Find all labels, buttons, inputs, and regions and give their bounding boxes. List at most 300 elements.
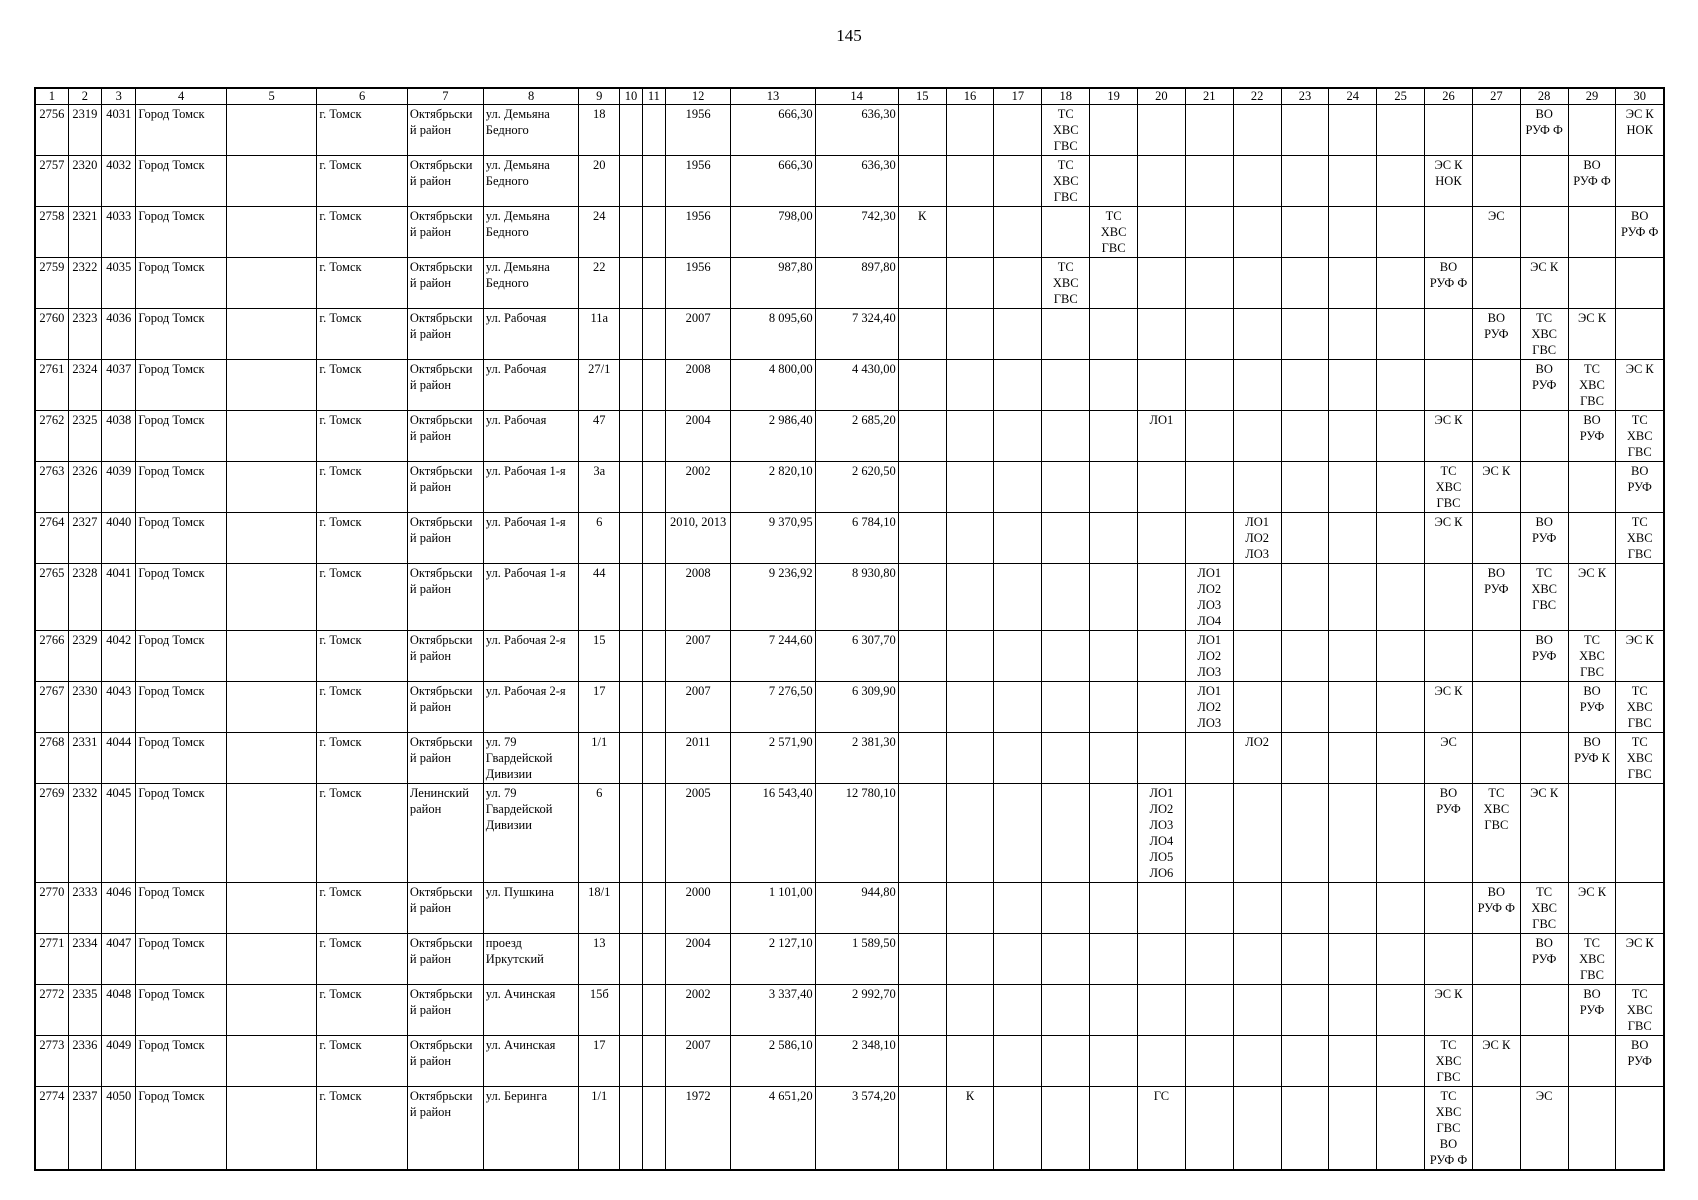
table-cell-col-29: ТС ХВС ГВС — [1568, 360, 1616, 411]
table-cell-col-5 — [226, 258, 317, 309]
table-cell-col-5 — [226, 411, 317, 462]
table-cell-col-27 — [1472, 985, 1520, 1036]
table-cell-col-25 — [1377, 309, 1425, 360]
table-cell-col-11 — [642, 156, 665, 207]
table-cell-col-2: 2330 — [68, 682, 101, 733]
table-cell-col-4: Город Томск — [136, 682, 227, 733]
table-cell-col-19 — [1090, 258, 1138, 309]
table-cell-col-13: 666,30 — [731, 105, 815, 156]
table-cell-col-3: 4041 — [102, 564, 136, 631]
table-cell-col-25 — [1377, 1036, 1425, 1087]
table-cell-col-20 — [1138, 156, 1186, 207]
table-cell-col-24 — [1329, 309, 1377, 360]
table-cell-col-23 — [1281, 309, 1329, 360]
table-cell-col-10 — [620, 411, 643, 462]
table-cell-col-25 — [1377, 564, 1425, 631]
table-cell-col-4: Город Томск — [136, 1036, 227, 1087]
table-cell-col-14: 897,80 — [815, 258, 898, 309]
table-cell-col-17 — [994, 883, 1042, 934]
table-cell-col-4: Город Томск — [136, 207, 227, 258]
table-cell-col-13: 2 571,90 — [731, 733, 815, 784]
table-cell-col-14: 8 930,80 — [815, 564, 898, 631]
table-cell-col-7: Октябрьски й район — [407, 462, 483, 513]
table-cell-col-20 — [1138, 207, 1186, 258]
table-cell-col-10 — [620, 207, 643, 258]
table-cell-col-2: 2322 — [68, 258, 101, 309]
table-cell-col-16 — [946, 784, 994, 883]
table-cell-col-25 — [1377, 883, 1425, 934]
table-cell-col-10 — [620, 309, 643, 360]
column-header-8: 8 — [483, 88, 579, 105]
table-cell-col-28: ВО РУФ Ф — [1520, 105, 1568, 156]
table-cell-col-28: ВО РУФ — [1520, 360, 1568, 411]
table-cell-col-20 — [1138, 360, 1186, 411]
table-cell-col-28: ЭС — [1520, 1087, 1568, 1171]
table-cell-col-22 — [1233, 883, 1281, 934]
table-cell-col-27: ВО РУФ — [1472, 309, 1520, 360]
table-cell-col-30: ВО РУФ Ф — [1616, 207, 1664, 258]
table-cell-col-26 — [1425, 309, 1473, 360]
table-cell-col-16: К — [946, 1087, 994, 1171]
table-cell-col-13: 16 543,40 — [731, 784, 815, 883]
table-cell-col-6: г. Томск — [317, 411, 408, 462]
table-cell-col-27: ВО РУФ Ф — [1472, 883, 1520, 934]
table-cell-col-4: Город Томск — [136, 309, 227, 360]
table-cell-col-1: 2769 — [35, 784, 68, 883]
table-cell-col-19 — [1090, 985, 1138, 1036]
table-cell-col-30: ВО РУФ — [1616, 1036, 1664, 1087]
table-cell-col-6: г. Томск — [317, 1087, 408, 1171]
table-cell-col-28: ВО РУФ — [1520, 934, 1568, 985]
table-cell-col-14: 1 589,50 — [815, 934, 898, 985]
table-cell-col-20 — [1138, 934, 1186, 985]
table-cell-col-19 — [1090, 934, 1138, 985]
table-cell-col-8: ул. Ачинская — [483, 1036, 579, 1087]
table-cell-col-13: 8 095,60 — [731, 309, 815, 360]
table-cell-col-28 — [1520, 156, 1568, 207]
table-cell-col-30: ТС ХВС ГВС — [1616, 513, 1664, 564]
table-cell-col-21 — [1185, 105, 1233, 156]
table-cell-col-27: ЭС — [1472, 207, 1520, 258]
column-header-15: 15 — [898, 88, 946, 105]
table-cell-col-18: ТС ХВС ГВС — [1042, 105, 1090, 156]
table-cell-col-6: г. Томск — [317, 1036, 408, 1087]
table-cell-col-19 — [1090, 105, 1138, 156]
table-cell-col-4: Город Томск — [136, 564, 227, 631]
table-cell-col-13: 2 586,10 — [731, 1036, 815, 1087]
table-cell-col-17 — [994, 1087, 1042, 1171]
table-cell-col-23 — [1281, 733, 1329, 784]
table-cell-col-20: ЛО1 — [1138, 411, 1186, 462]
table-cell-col-4: Город Томск — [136, 258, 227, 309]
table-cell-col-3: 4037 — [102, 360, 136, 411]
table-cell-col-16 — [946, 411, 994, 462]
table-cell-col-27: ВО РУФ — [1472, 564, 1520, 631]
table-cell-col-25 — [1377, 513, 1425, 564]
table-cell-col-14: 2 381,30 — [815, 733, 898, 784]
table-cell-col-6: г. Томск — [317, 309, 408, 360]
table-cell-col-9: 18/1 — [579, 883, 620, 934]
table-cell-col-25 — [1377, 411, 1425, 462]
table-cell-col-11 — [642, 564, 665, 631]
table-cell-col-24 — [1329, 564, 1377, 631]
table-cell-col-8: ул. Демьяна Бедного — [483, 105, 579, 156]
table-cell-col-21 — [1185, 784, 1233, 883]
table-cell-col-17 — [994, 156, 1042, 207]
table-cell-col-11 — [642, 513, 665, 564]
table-cell-col-29: ВО РУФ — [1568, 682, 1616, 733]
table-cell-col-24 — [1329, 934, 1377, 985]
table-cell-col-20 — [1138, 462, 1186, 513]
table-cell-col-25 — [1377, 934, 1425, 985]
table-cell-col-16 — [946, 309, 994, 360]
table-cell-col-20 — [1138, 513, 1186, 564]
table-cell-col-6: г. Томск — [317, 105, 408, 156]
table-cell-col-12: 2002 — [665, 462, 731, 513]
table-cell-col-26: ТС ХВС ГВС — [1425, 1036, 1473, 1087]
table-cell-col-1: 2774 — [35, 1087, 68, 1171]
table-cell-col-3: 4038 — [102, 411, 136, 462]
table-cell-col-5 — [226, 631, 317, 682]
table-cell-col-13: 2 820,10 — [731, 462, 815, 513]
table-cell-col-30: ТС ХВС ГВС — [1616, 985, 1664, 1036]
table-cell-col-27 — [1472, 513, 1520, 564]
column-header-30: 30 — [1616, 88, 1664, 105]
table-cell-col-20: ЛО1 ЛО2 ЛО3 ЛО4 ЛО5 ЛО6 — [1138, 784, 1186, 883]
table-cell-col-8: ул. Беринга — [483, 1087, 579, 1171]
table-cell-col-26: ЭС — [1425, 733, 1473, 784]
table-cell-col-29 — [1568, 513, 1616, 564]
table-cell-col-16 — [946, 258, 994, 309]
table-cell-col-19 — [1090, 784, 1138, 883]
table-cell-col-18 — [1042, 360, 1090, 411]
table-cell-col-2: 2336 — [68, 1036, 101, 1087]
table-cell-col-3: 4047 — [102, 934, 136, 985]
table-cell-col-17 — [994, 411, 1042, 462]
column-header-7: 7 — [407, 88, 483, 105]
table-cell-col-21: ЛО1 ЛО2 ЛО3 — [1185, 682, 1233, 733]
table-cell-col-12: 1956 — [665, 105, 731, 156]
table-cell-col-11 — [642, 1087, 665, 1171]
table-cell-col-20 — [1138, 733, 1186, 784]
table-cell-col-11 — [642, 207, 665, 258]
table-row — [35, 1087, 1664, 1171]
table-row — [35, 258, 1664, 309]
table-cell-col-10 — [620, 513, 643, 564]
table-cell-col-6: г. Томск — [317, 883, 408, 934]
table-cell-col-17 — [994, 360, 1042, 411]
table-cell-col-10 — [620, 105, 643, 156]
table-cell-col-1: 2767 — [35, 682, 68, 733]
table-cell-col-30: ЭС К — [1616, 934, 1664, 985]
column-header-12: 12 — [665, 88, 731, 105]
table-cell-col-10 — [620, 934, 643, 985]
table-cell-col-17 — [994, 207, 1042, 258]
table-cell-col-1: 2765 — [35, 564, 68, 631]
table-cell-col-4: Город Томск — [136, 105, 227, 156]
table-cell-col-11 — [642, 784, 665, 883]
table-cell-col-15 — [898, 411, 946, 462]
table-cell-col-14: 944,80 — [815, 883, 898, 934]
table-cell-col-8: ул. Демьяна Бедного — [483, 156, 579, 207]
table-cell-col-18 — [1042, 784, 1090, 883]
table-cell-col-14: 742,30 — [815, 207, 898, 258]
table-row — [35, 462, 1664, 513]
table-cell-col-16 — [946, 934, 994, 985]
table-cell-col-7: Октябрьски й район — [407, 207, 483, 258]
table-cell-col-3: 4031 — [102, 105, 136, 156]
table-cell-col-12: 2000 — [665, 883, 731, 934]
table-cell-col-9: 18 — [579, 105, 620, 156]
table-cell-col-21 — [1185, 1036, 1233, 1087]
table-cell-col-17 — [994, 985, 1042, 1036]
table-cell-col-26: ВО РУФ Ф — [1425, 258, 1473, 309]
table-cell-col-28: ЭС К — [1520, 784, 1568, 883]
table-cell-col-4: Город Томск — [136, 784, 227, 883]
table-cell-col-18 — [1042, 682, 1090, 733]
table-cell-col-25 — [1377, 631, 1425, 682]
table-cell-col-7: Октябрьски й район — [407, 733, 483, 784]
table-cell-col-7: Октябрьски й район — [407, 682, 483, 733]
table-cell-col-24 — [1329, 883, 1377, 934]
table-cell-col-1: 2766 — [35, 631, 68, 682]
table-cell-col-21 — [1185, 1087, 1233, 1171]
table-cell-col-11 — [642, 411, 665, 462]
table-cell-col-22 — [1233, 309, 1281, 360]
table-row — [35, 207, 1664, 258]
table-cell-col-18 — [1042, 1036, 1090, 1087]
table-cell-col-21 — [1185, 156, 1233, 207]
table-cell-col-6: г. Томск — [317, 156, 408, 207]
table-row — [35, 733, 1664, 784]
table-cell-col-19 — [1090, 309, 1138, 360]
table-cell-col-4: Город Томск — [136, 985, 227, 1036]
column-header-26: 26 — [1425, 88, 1473, 105]
table-cell-col-14: 4 430,00 — [815, 360, 898, 411]
table-cell-col-14: 6 784,10 — [815, 513, 898, 564]
table-cell-col-11 — [642, 682, 665, 733]
table-cell-col-13: 9 370,95 — [731, 513, 815, 564]
table-cell-col-18 — [1042, 631, 1090, 682]
table-cell-col-25 — [1377, 207, 1425, 258]
column-header-9: 9 — [579, 88, 620, 105]
table-cell-col-6: г. Томск — [317, 564, 408, 631]
table-cell-col-18 — [1042, 411, 1090, 462]
table-cell-col-5 — [226, 883, 317, 934]
table-cell-col-27 — [1472, 934, 1520, 985]
table-cell-col-2: 2328 — [68, 564, 101, 631]
table-cell-col-18 — [1042, 309, 1090, 360]
table-cell-col-9: 1/1 — [579, 1087, 620, 1171]
table-cell-col-12: 1956 — [665, 156, 731, 207]
table-cell-col-19 — [1090, 631, 1138, 682]
table-cell-col-29: ВО РУФ Ф — [1568, 156, 1616, 207]
table-cell-col-16 — [946, 564, 994, 631]
table-row — [35, 631, 1664, 682]
table-cell-col-11 — [642, 105, 665, 156]
table-cell-col-23 — [1281, 564, 1329, 631]
table-cell-col-21 — [1185, 883, 1233, 934]
table-cell-col-13: 1 101,00 — [731, 883, 815, 934]
table-cell-col-14: 7 324,40 — [815, 309, 898, 360]
table-cell-col-12: 2005 — [665, 784, 731, 883]
table-cell-col-6: г. Томск — [317, 462, 408, 513]
table-cell-col-28: ЭС К — [1520, 258, 1568, 309]
table-cell-col-12: 1956 — [665, 258, 731, 309]
table-cell-col-30: ТС ХВС ГВС — [1616, 733, 1664, 784]
table-cell-col-13: 987,80 — [731, 258, 815, 309]
table-cell-col-8: ул. 79 Гвардейской Дивизии — [483, 784, 579, 883]
table-cell-col-18: ТС ХВС ГВС — [1042, 156, 1090, 207]
table-cell-col-24 — [1329, 1036, 1377, 1087]
table-cell-col-22 — [1233, 564, 1281, 631]
table-cell-col-17 — [994, 309, 1042, 360]
table-cell-col-18 — [1042, 207, 1090, 258]
table-cell-col-9: 17 — [579, 682, 620, 733]
table-cell-col-15 — [898, 1087, 946, 1171]
table-cell-col-28: ВО РУФ — [1520, 513, 1568, 564]
column-header-20: 20 — [1138, 88, 1186, 105]
table-cell-col-8: ул. Рабочая 2-я — [483, 682, 579, 733]
table-cell-col-30: ТС ХВС ГВС — [1616, 411, 1664, 462]
table-cell-col-21 — [1185, 360, 1233, 411]
table-cell-col-27 — [1472, 1087, 1520, 1171]
table-cell-col-20 — [1138, 258, 1186, 309]
table-cell-col-29 — [1568, 1087, 1616, 1171]
column-number-header-row — [35, 88, 1664, 105]
table-cell-col-29: ЭС К — [1568, 309, 1616, 360]
table-cell-col-20 — [1138, 985, 1186, 1036]
column-header-24: 24 — [1329, 88, 1377, 105]
table-cell-col-8: ул. Демьяна Бедного — [483, 258, 579, 309]
table-cell-col-9: 6 — [579, 513, 620, 564]
table-cell-col-14: 2 685,20 — [815, 411, 898, 462]
table-cell-col-9: 3а — [579, 462, 620, 513]
table-cell-col-15 — [898, 258, 946, 309]
column-header-27: 27 — [1472, 88, 1520, 105]
table-row — [35, 682, 1664, 733]
table-cell-col-27 — [1472, 411, 1520, 462]
table-cell-col-24 — [1329, 513, 1377, 564]
table-cell-col-14: 636,30 — [815, 105, 898, 156]
table-cell-col-22 — [1233, 258, 1281, 309]
table-cell-col-1: 2763 — [35, 462, 68, 513]
table-body — [35, 105, 1664, 1171]
table-cell-col-27 — [1472, 156, 1520, 207]
column-header-23: 23 — [1281, 88, 1329, 105]
table-cell-col-28: ТС ХВС ГВС — [1520, 883, 1568, 934]
table-cell-col-5 — [226, 309, 317, 360]
table-cell-col-23 — [1281, 105, 1329, 156]
table-cell-col-22 — [1233, 985, 1281, 1036]
table-cell-col-16 — [946, 207, 994, 258]
table-cell-col-30 — [1616, 309, 1664, 360]
table-cell-col-19 — [1090, 360, 1138, 411]
table-cell-col-30 — [1616, 1087, 1664, 1171]
table-cell-col-25 — [1377, 462, 1425, 513]
table-cell-col-1: 2772 — [35, 985, 68, 1036]
table-cell-col-29 — [1568, 784, 1616, 883]
table-cell-col-7: Октябрьски й район — [407, 883, 483, 934]
table-cell-col-20 — [1138, 564, 1186, 631]
column-header-14: 14 — [815, 88, 898, 105]
table-cell-col-26: ТС ХВС ГВС — [1425, 462, 1473, 513]
table-cell-col-8: проезд Иркутский — [483, 934, 579, 985]
table-cell-col-29 — [1568, 462, 1616, 513]
table-cell-col-17 — [994, 784, 1042, 883]
table-cell-col-5 — [226, 1036, 317, 1087]
table-cell-col-27: ЭС К — [1472, 1036, 1520, 1087]
table-cell-col-17 — [994, 462, 1042, 513]
table-cell-col-20 — [1138, 309, 1186, 360]
table-cell-col-10 — [620, 1087, 643, 1171]
table-cell-col-23 — [1281, 682, 1329, 733]
table-cell-col-28 — [1520, 462, 1568, 513]
table-cell-col-5 — [226, 156, 317, 207]
table-cell-col-15 — [898, 733, 946, 784]
table-cell-col-7: Октябрьски й район — [407, 564, 483, 631]
column-header-16: 16 — [946, 88, 994, 105]
table-cell-col-9: 20 — [579, 156, 620, 207]
table-cell-col-29 — [1568, 207, 1616, 258]
table-cell-col-28 — [1520, 411, 1568, 462]
table-cell-col-1: 2758 — [35, 207, 68, 258]
table-cell-col-29: ВО РУФ — [1568, 985, 1616, 1036]
table-cell-col-23 — [1281, 631, 1329, 682]
table-cell-col-6: г. Томск — [317, 631, 408, 682]
table-cell-col-9: 13 — [579, 934, 620, 985]
table-cell-col-12: 2004 — [665, 411, 731, 462]
table-cell-col-10 — [620, 784, 643, 883]
table-cell-col-27 — [1472, 258, 1520, 309]
table-cell-col-29: ЭС К — [1568, 564, 1616, 631]
table-cell-col-20 — [1138, 1036, 1186, 1087]
table-cell-col-12: 2011 — [665, 733, 731, 784]
table-cell-col-13: 4 800,00 — [731, 360, 815, 411]
table-cell-col-30: ЭС К НОК — [1616, 105, 1664, 156]
table-cell-col-7: Октябрьски й район — [407, 934, 483, 985]
table-row — [35, 360, 1664, 411]
table-cell-col-7: Октябрьски й район — [407, 309, 483, 360]
table-cell-col-14: 3 574,20 — [815, 1087, 898, 1171]
table-cell-col-19 — [1090, 156, 1138, 207]
table-cell-col-18 — [1042, 934, 1090, 985]
table-cell-col-20 — [1138, 682, 1186, 733]
table-cell-col-6: г. Томск — [317, 207, 408, 258]
table-cell-col-11 — [642, 1036, 665, 1087]
table-cell-col-28: ТС ХВС ГВС — [1520, 564, 1568, 631]
table-cell-col-7: Октябрьски й район — [407, 258, 483, 309]
table-cell-col-12: 2007 — [665, 309, 731, 360]
table-cell-col-7: Октябрьски й район — [407, 631, 483, 682]
table-cell-col-27 — [1472, 360, 1520, 411]
table-cell-col-21 — [1185, 411, 1233, 462]
table-cell-col-10 — [620, 360, 643, 411]
column-header-2: 2 — [68, 88, 101, 105]
table-cell-col-15 — [898, 1036, 946, 1087]
table-cell-col-3: 4033 — [102, 207, 136, 258]
table-cell-col-22 — [1233, 462, 1281, 513]
table-cell-col-10 — [620, 1036, 643, 1087]
table-cell-col-22 — [1233, 360, 1281, 411]
table-cell-col-21 — [1185, 258, 1233, 309]
table-cell-col-22 — [1233, 105, 1281, 156]
table-cell-col-17 — [994, 733, 1042, 784]
table-cell-col-12: 2004 — [665, 934, 731, 985]
table-cell-col-3: 4040 — [102, 513, 136, 564]
table-cell-col-8: ул. 79 Гвардейской Дивизии — [483, 733, 579, 784]
table-cell-col-26: ВО РУФ — [1425, 784, 1473, 883]
